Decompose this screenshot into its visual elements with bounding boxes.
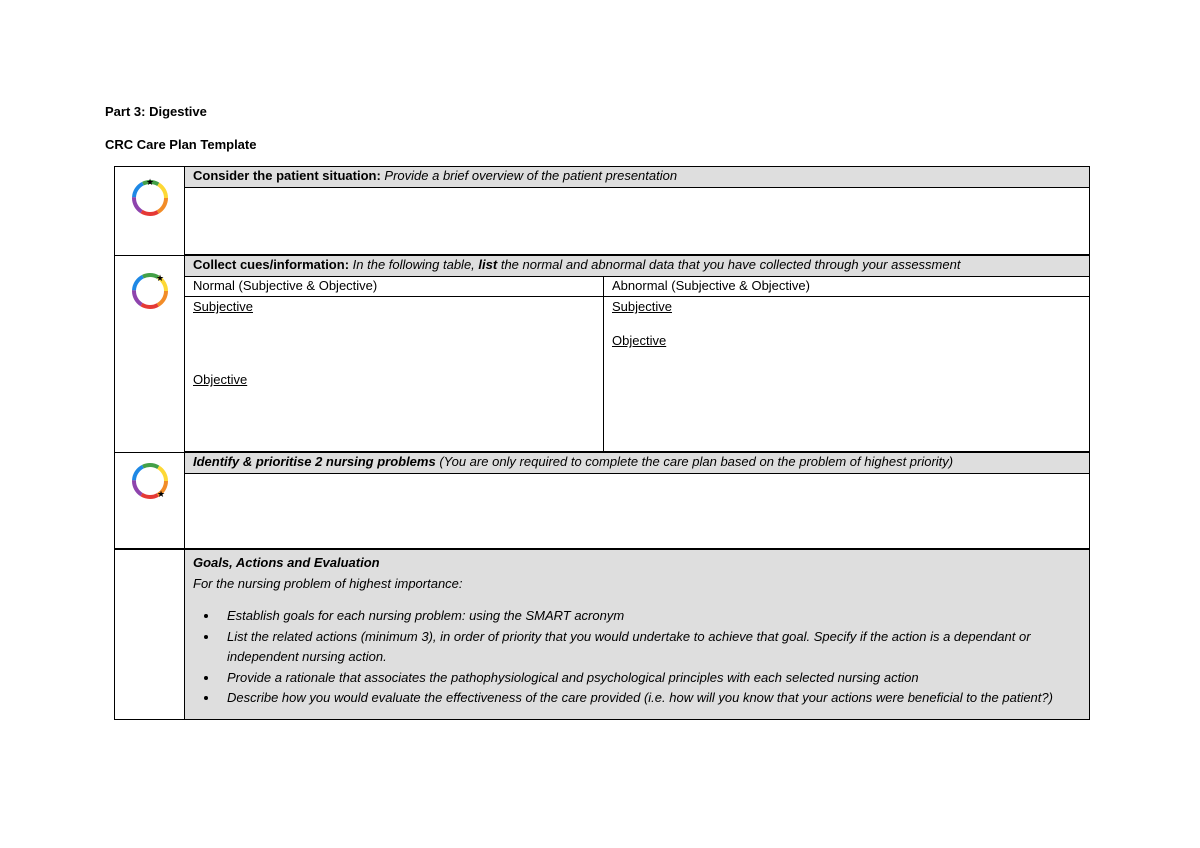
abnormal-objective-label: Objective — [612, 333, 667, 348]
svg-text:★: ★ — [145, 178, 155, 187]
list-item: • Provide a rationale that associates the pathophysiological and psychological principles with each selected nursing action — [219, 668, 1081, 689]
situation-instruction: Provide a brief overview of the patient presentation — [384, 168, 678, 183]
normal-data-cell[interactable] — [185, 297, 604, 453]
situation-input-area[interactable] — [185, 188, 1090, 256]
icon-cell-problems — [115, 452, 185, 549]
part-title: Part 3: Digestive — [105, 104, 207, 119]
list-item: • List the related actions (minimum 3), in order of priority that you would undertake to achieve that goal. Specify if the action is a dependant or independent nursing action. — [219, 627, 1081, 668]
cues-label: Collect cues/information: — [193, 257, 350, 272]
care-plan-table — [114, 166, 1090, 720]
svg-text:★: ★ — [156, 488, 166, 499]
cues-instruction-a: In the following table, — [352, 257, 475, 272]
situation-label: Consider the patient situation: — [193, 168, 381, 183]
goals-section — [185, 549, 1090, 719]
cycle-ring-icon — [130, 271, 170, 311]
cycle-ring-icon — [130, 178, 170, 218]
normal-subjective-label: Subjective — [193, 299, 253, 314]
goals-intro: For the nursing problem of highest importance: — [193, 575, 463, 591]
abnormal-subjective-label: Subjective — [612, 299, 672, 314]
normal-objective-label: Objective — [193, 372, 248, 387]
problems-label: Identify & prioritise 2 nursing problems — [193, 454, 436, 469]
list-item: • Establish goals for each nursing problem: using the SMART acronym — [219, 606, 1081, 627]
cues-header — [185, 255, 1090, 277]
template-title: CRC Care Plan Template — [105, 137, 257, 152]
situation-header — [185, 167, 1090, 188]
list-item: • Describe how you would evaluate the effectiveness of the care provided (i.e. how will you know that your actions were beneficial to the patient?) — [219, 688, 1081, 709]
cues-instruction-b: the normal and abnormal data that you have collected through your assessment — [500, 257, 961, 272]
problems-instruction: (You are only required to complete the care plan based on the problem of highest priority) — [439, 454, 954, 469]
goals-title: Goals, Actions and Evaluation — [193, 555, 380, 570]
goals-bullet-list — [193, 606, 1081, 709]
cues-instruction-bold: list — [478, 257, 498, 272]
problems-input-area[interactable] — [185, 474, 1090, 550]
abnormal-data-cell[interactable] — [604, 297, 1090, 453]
cycle-ring-icon — [130, 461, 170, 501]
problems-header — [185, 452, 1090, 474]
svg-text:★: ★ — [155, 272, 165, 283]
normal-column-header: Normal (Subjective & Objective) — [185, 277, 604, 297]
abnormal-column-header: Abnormal (Subjective & Objective) — [604, 277, 1090, 297]
icon-cell-cues — [115, 255, 185, 452]
icon-cell-goals — [115, 549, 185, 719]
icon-cell-situation — [115, 167, 185, 256]
